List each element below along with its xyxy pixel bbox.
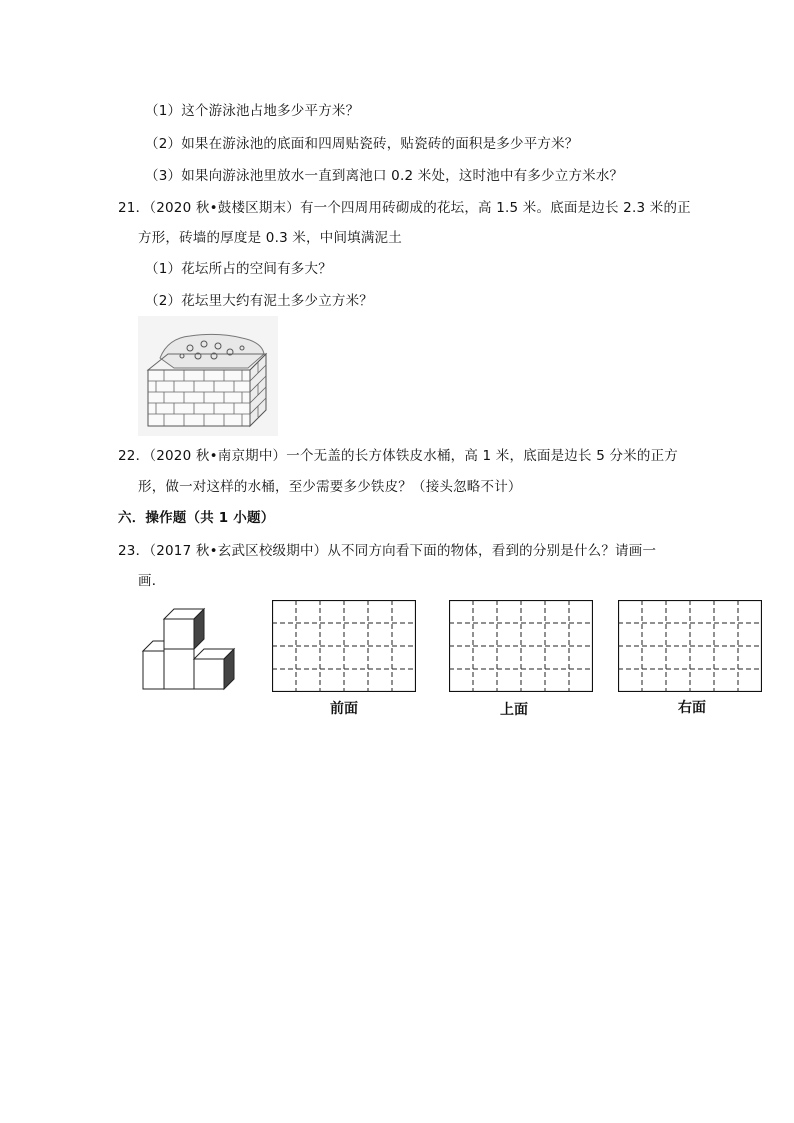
q23-stem-line2: 画． xyxy=(138,573,166,589)
section-6-heading: 六．操作题（共 1 小题） xyxy=(118,510,275,526)
q20-sub1: （1）这个游泳池占地多少平方米？ xyxy=(145,103,360,119)
q20-sub2: （2）如果在游泳池的底面和四周贴瓷砖，贴瓷砖的面积是多少平方米？ xyxy=(145,136,579,152)
q22-stem-line1: 22．（2020 秋•南京期中）一个无盖的长方体铁皮水桶，高 1 米，底面是边长 5 分米的正方 xyxy=(118,448,678,464)
top-view-label: 上面 xyxy=(500,702,528,718)
top-view-grid[interactable] xyxy=(449,600,593,692)
q21-stem-line1: 21．（2020 秋•鼓楼区期末）有一个四周用砖砌成的花坛，高 1.5 米。底面是边长 2.3 米的正 xyxy=(118,200,691,216)
front-view-label: 前面 xyxy=(330,701,358,717)
right-view-grid[interactable] xyxy=(618,600,762,692)
stacked-cubes-figure xyxy=(140,605,236,693)
q20-sub3: （3）如果向游泳池里放水一直到离池口 0.2 米处，这时池中有多少立方米水？ xyxy=(145,168,624,184)
q23-stem-line1: 23．（2017 秋•玄武区校级期中）从不同方向看下面的物体，看到的分别是什么？请画一 xyxy=(118,543,657,559)
q21-sub1: （1）花坛所占的空间有多大？ xyxy=(145,261,332,277)
q21-stem-line2: 方形，砖墙的厚度是 0.3 米，中间填满泥土 xyxy=(138,230,402,246)
q22-stem-line2: 形，做一对这样的水桶，至少需要多少铁皮？（接头忽略不计） xyxy=(138,479,522,495)
q21-sub2: （2）花坛里大约有泥土多少立方米？ xyxy=(145,293,373,309)
right-view-label: 右面 xyxy=(678,700,706,716)
front-view-grid[interactable] xyxy=(272,600,416,692)
flower-bed-illustration xyxy=(138,316,278,436)
